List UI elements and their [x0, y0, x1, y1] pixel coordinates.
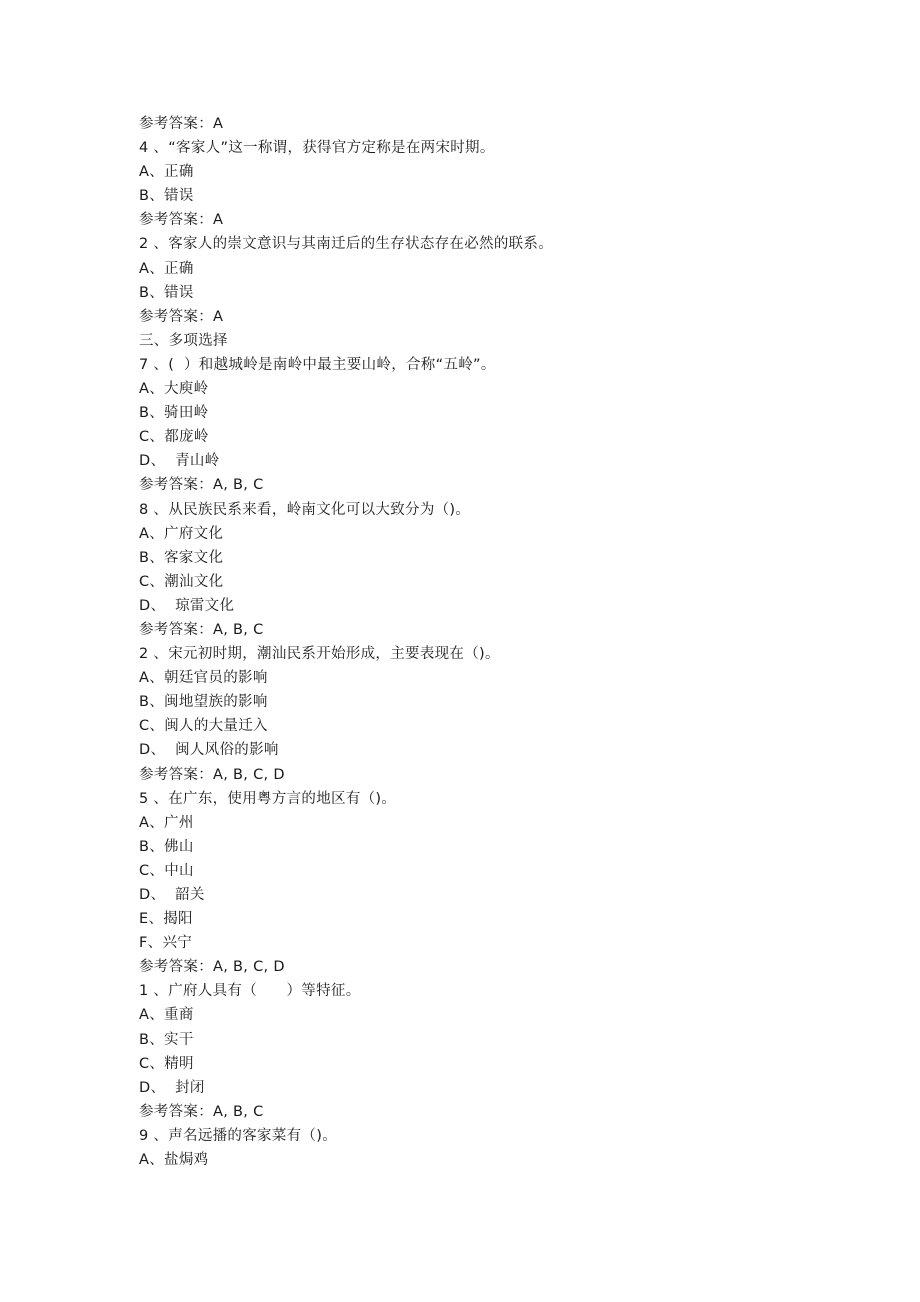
- answer-line: 参考答案：A: [139, 212, 224, 229]
- option-line: D、 青山岭: [139, 453, 220, 470]
- option-line: A、朝廷官员的影响: [139, 670, 268, 687]
- answer-line: 参考答案：A, B, C, D: [139, 766, 285, 783]
- option-line: C、都庞岭: [139, 429, 209, 446]
- option-line: C、精明: [139, 1055, 194, 1072]
- option-line: C、潮汕文化: [139, 573, 224, 590]
- option-line: B、骑田岭: [139, 405, 209, 422]
- answer-line: 参考答案：A, B, C: [139, 1103, 264, 1120]
- answer-line: 参考答案：A, B, C: [139, 477, 264, 494]
- option-line: B、客家文化: [139, 549, 224, 566]
- option-line: D、 琼雷文化: [139, 597, 235, 614]
- option-line: C、中山: [139, 862, 194, 879]
- option-line: F、兴宁: [139, 935, 193, 952]
- question-line: 2 、客家人的崇文意识与其南迁后的生存状态存在必然的联系。: [139, 236, 554, 253]
- section-heading: 三、多项选择: [139, 332, 228, 349]
- option-line: B、佛山: [139, 838, 194, 855]
- question-line: 2 、宋元初时期，潮汕民系开始形成，主要表现在（)。: [139, 646, 500, 663]
- option-line: D、 韶关: [139, 887, 205, 903]
- option-line: B、错误: [139, 284, 194, 301]
- document-page: [139, 112, 839, 1172]
- question-line: 8 、从民族民系来看，岭南文化可以大致分为（)。: [139, 501, 471, 518]
- option-line: A、广州: [139, 814, 194, 831]
- option-line: A、广府文化: [139, 525, 224, 542]
- question-line: 4 、“客家人”这一称谓，获得官方定称是在两宋时期。: [139, 140, 495, 157]
- answer-line: 参考答案：A: [139, 308, 224, 325]
- option-line: A、大庾岭: [139, 381, 209, 398]
- question-line: 5 、在广东，使用粤方言的地区有（)。: [139, 790, 397, 807]
- option-line: C、闽人的大量迁入: [139, 718, 268, 735]
- answer-line: 参考答案：A, B, C: [139, 621, 264, 638]
- option-line: B、错误: [139, 188, 194, 205]
- option-line: A、正确: [139, 260, 194, 277]
- option-line: D、 封闭: [139, 1079, 205, 1096]
- option-line: A、盐焗鸡: [139, 1152, 209, 1169]
- question-line: 1 、广府人具有（ ）等特征。: [139, 983, 361, 1000]
- answer-line: 参考答案：A: [139, 116, 224, 132]
- option-line: A、重商: [139, 1007, 194, 1024]
- question-line: 9 、声名远播的客家菜有（)。: [139, 1127, 337, 1144]
- question-line: 7 、( ）和越城岭是南岭中最主要山岭，合称“五岭”。: [139, 356, 496, 373]
- option-line: D、 闽人风俗的影响: [139, 742, 279, 759]
- option-line: B、实干: [139, 1031, 194, 1048]
- option-line: A、正确: [139, 164, 194, 181]
- option-line: E、揭阳: [139, 911, 193, 928]
- answer-line: 参考答案：A, B, C, D: [139, 959, 285, 976]
- option-line: B、闽地望族的影响: [139, 694, 268, 711]
